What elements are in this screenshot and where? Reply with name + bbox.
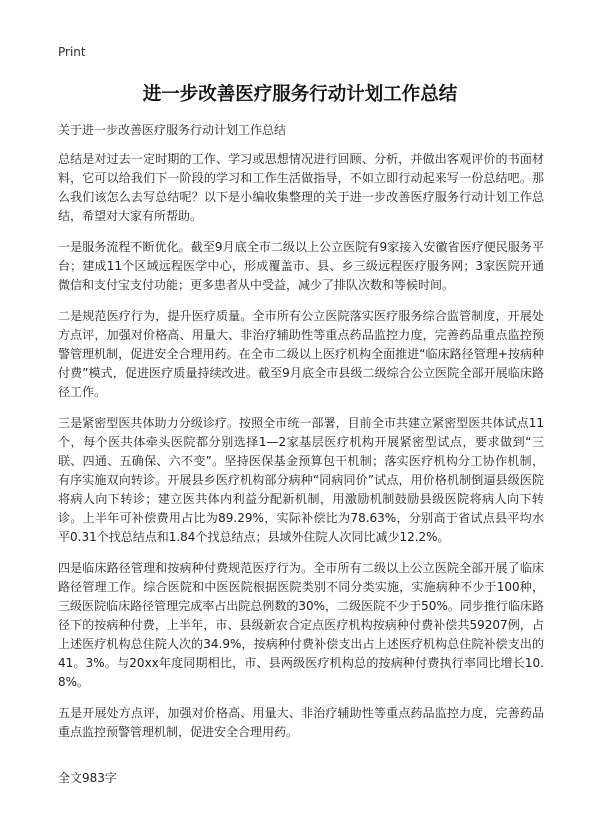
document-title: 进一步改善医疗服务行动计划工作总结 [142,84,458,105]
document-subtitle: 关于进一步改善医疗服务行动计划工作总结 [58,123,287,137]
paragraph-prescription-review: 五是开展处方点评，加强对价格高、用量大、非治疗辅助性等重点药品监控力度，完善药品重点监控预警管理机制，促进安全合理用药。 [58,706,544,739]
paragraph-clinical-pathway: 四是临床路径管理和按病种付费规范医疗行为。全市所有二级以上公立医院全部开展了临床路径管理工作。综合医院和中医医院根据医院类别不同分类实施，实施病种不少于100种，三级医院临床路径管理完成率占出院总例数的30%，二级医院不少于50%。同步推行临床路径下的按病种付费，上半年，市、县级新农合定点医疗机构按病种付费补偿共59207例，占上述医疗机构总住院人次的34.9%，按病种付费补偿支出占上述医疗机构总住院补偿支出的41。3%。与20xx年度同期相比，市、县两级医疗机构总的按病种付费执行率同比增长10.8%。 [58,561,544,689]
word-count: 全文983字 [58,771,117,785]
paragraph-medical-quality: 二是规范医疗行为，提升医疗质量。全市所有公立医院落实医疗服务综合监管制度，开展处方点评，加强对价格高、用量大、非治疗辅助性等重点药品监控力度，完善药品重点监控预警管理机制，促进安全合理用药。在全市二级以上医疗机构全面推进“临床路径管理+按病种付费”模式，促进医疗质量持续改进。截至9月底全市县级二级综合公立医院全部开展临床路径工作。 [58,309,544,399]
print-label: Print [58,45,86,59]
paragraph-medical-alliance: 三是紧密型医共体助力分级诊疗。按照全市统一部署，目前全市共建立紧密型医共体试点11个，每个医共体牵头医院都分别选择1—2家基层医疗机构开展紧密型试点，要求做到“三联、四通、五确保、六不变”。坚持医保基金预算包干机制；落实医疗机构分工协作机制，有序实施双向转诊。开展县乡医疗机构部分病种“同病同价”试点，用价格机制倒逼县级医院将病人向下转诊；建立医共体内利益分配新机制，用激励机制鼓励县级医院将病人向下转诊。上半年可补偿费用占比为89.29%，实际补偿比为78.63%，分别高于省试点县平均水平0.31个找总结点和1.84个找总结点；县域外住院人次同比减少12.2%。 [58,416,544,544]
paragraph-intro: 总结是对过去一定时期的工作、学习或思想情况进行回顾、分析，并做出客观评价的书面材料，它可以给我们下一阶段的学习和工作生活做指导，不如立即行动起来写一份总结吧。那么我们该怎么去写总结呢？以下是小编收集整理的关于进一步改善医疗服务行动计划工作总结，希望对大家有所帮助。 [58,152,544,223]
paragraph-service-process: 一是服务流程不断优化。截至9月底全市二级以上公立医院有9家接入安徽省医疗便民服务平台；建成11个区域远程医学中心，形成覆盖市、县、乡三级远程医疗服务网；3家医院开通微信和支付宝支付功能；更多患者从中受益，减少了排队次数和等候时间。 [58,240,544,292]
document-body [58,150,544,754]
